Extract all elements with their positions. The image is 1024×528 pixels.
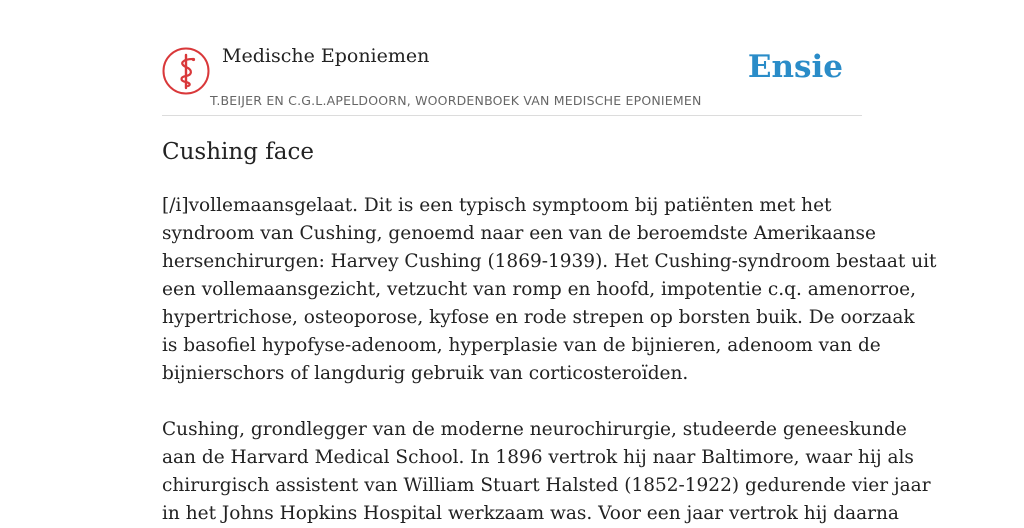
paragraph-line: syndroom van Cushing, genoemd naar een van de beroemdste Amerikaanse xyxy=(162,223,876,244)
paragraph-line: aan de Harvard Medical School. In 1896 vertrok hij naar Baltimore, waar hij als xyxy=(162,447,914,468)
paragraph-line: is basofiel hypofyse-adenoom, hyperplasie van de bijnieren, adenoom van de xyxy=(162,335,881,356)
entry-body xyxy=(162,192,937,528)
paragraph-line: in het Johns Hopkins Hospital werkzaam was. Voor een jaar vertrok hij daarna xyxy=(162,503,899,524)
paragraph-line: Cushing, grondlegger van de moderne neurochirurgie, studeerde geneeskunde xyxy=(162,419,907,440)
paragraph-line: [/i]vollemaansgelaat. Dit is een typisch symptoom bij patiënten met het xyxy=(162,195,832,216)
paragraph-line: hersenchirurgen: Harvey Cushing (1869-1939). Het Cushing-syndroom bestaat uit xyxy=(162,251,937,272)
paragraph-line: hypertrichose, osteoporose, kyfose en rode strepen op borsten buik. De oorzaak xyxy=(162,307,915,328)
brand-logo[interactable]: Ensie xyxy=(747,49,843,85)
source-title[interactable]: Medische Eponiemen xyxy=(222,45,430,67)
paragraph-line: bijnierschors of langdurig gebruik van corticosteroïden. xyxy=(162,363,689,384)
caduceus-icon[interactable] xyxy=(162,47,210,95)
paragraph-line: chirurgisch assistent van William Stuart Halsted (1852-1922) gedurende vier jaar xyxy=(162,475,931,496)
header-divider xyxy=(162,115,862,116)
paragraph-line: een vollemaansgezicht, vetzucht van romp en hoofd, impotentie c.q. amenorroe, xyxy=(162,279,916,300)
source-subtitle[interactable]: T.BEIJER EN C.G.L.APELDOORN, WOORDENBOEK VAN MEDISCHE EPONIEMEN xyxy=(210,93,702,108)
entry-title: Cushing face xyxy=(162,139,314,165)
paragraph-gap xyxy=(162,388,862,416)
